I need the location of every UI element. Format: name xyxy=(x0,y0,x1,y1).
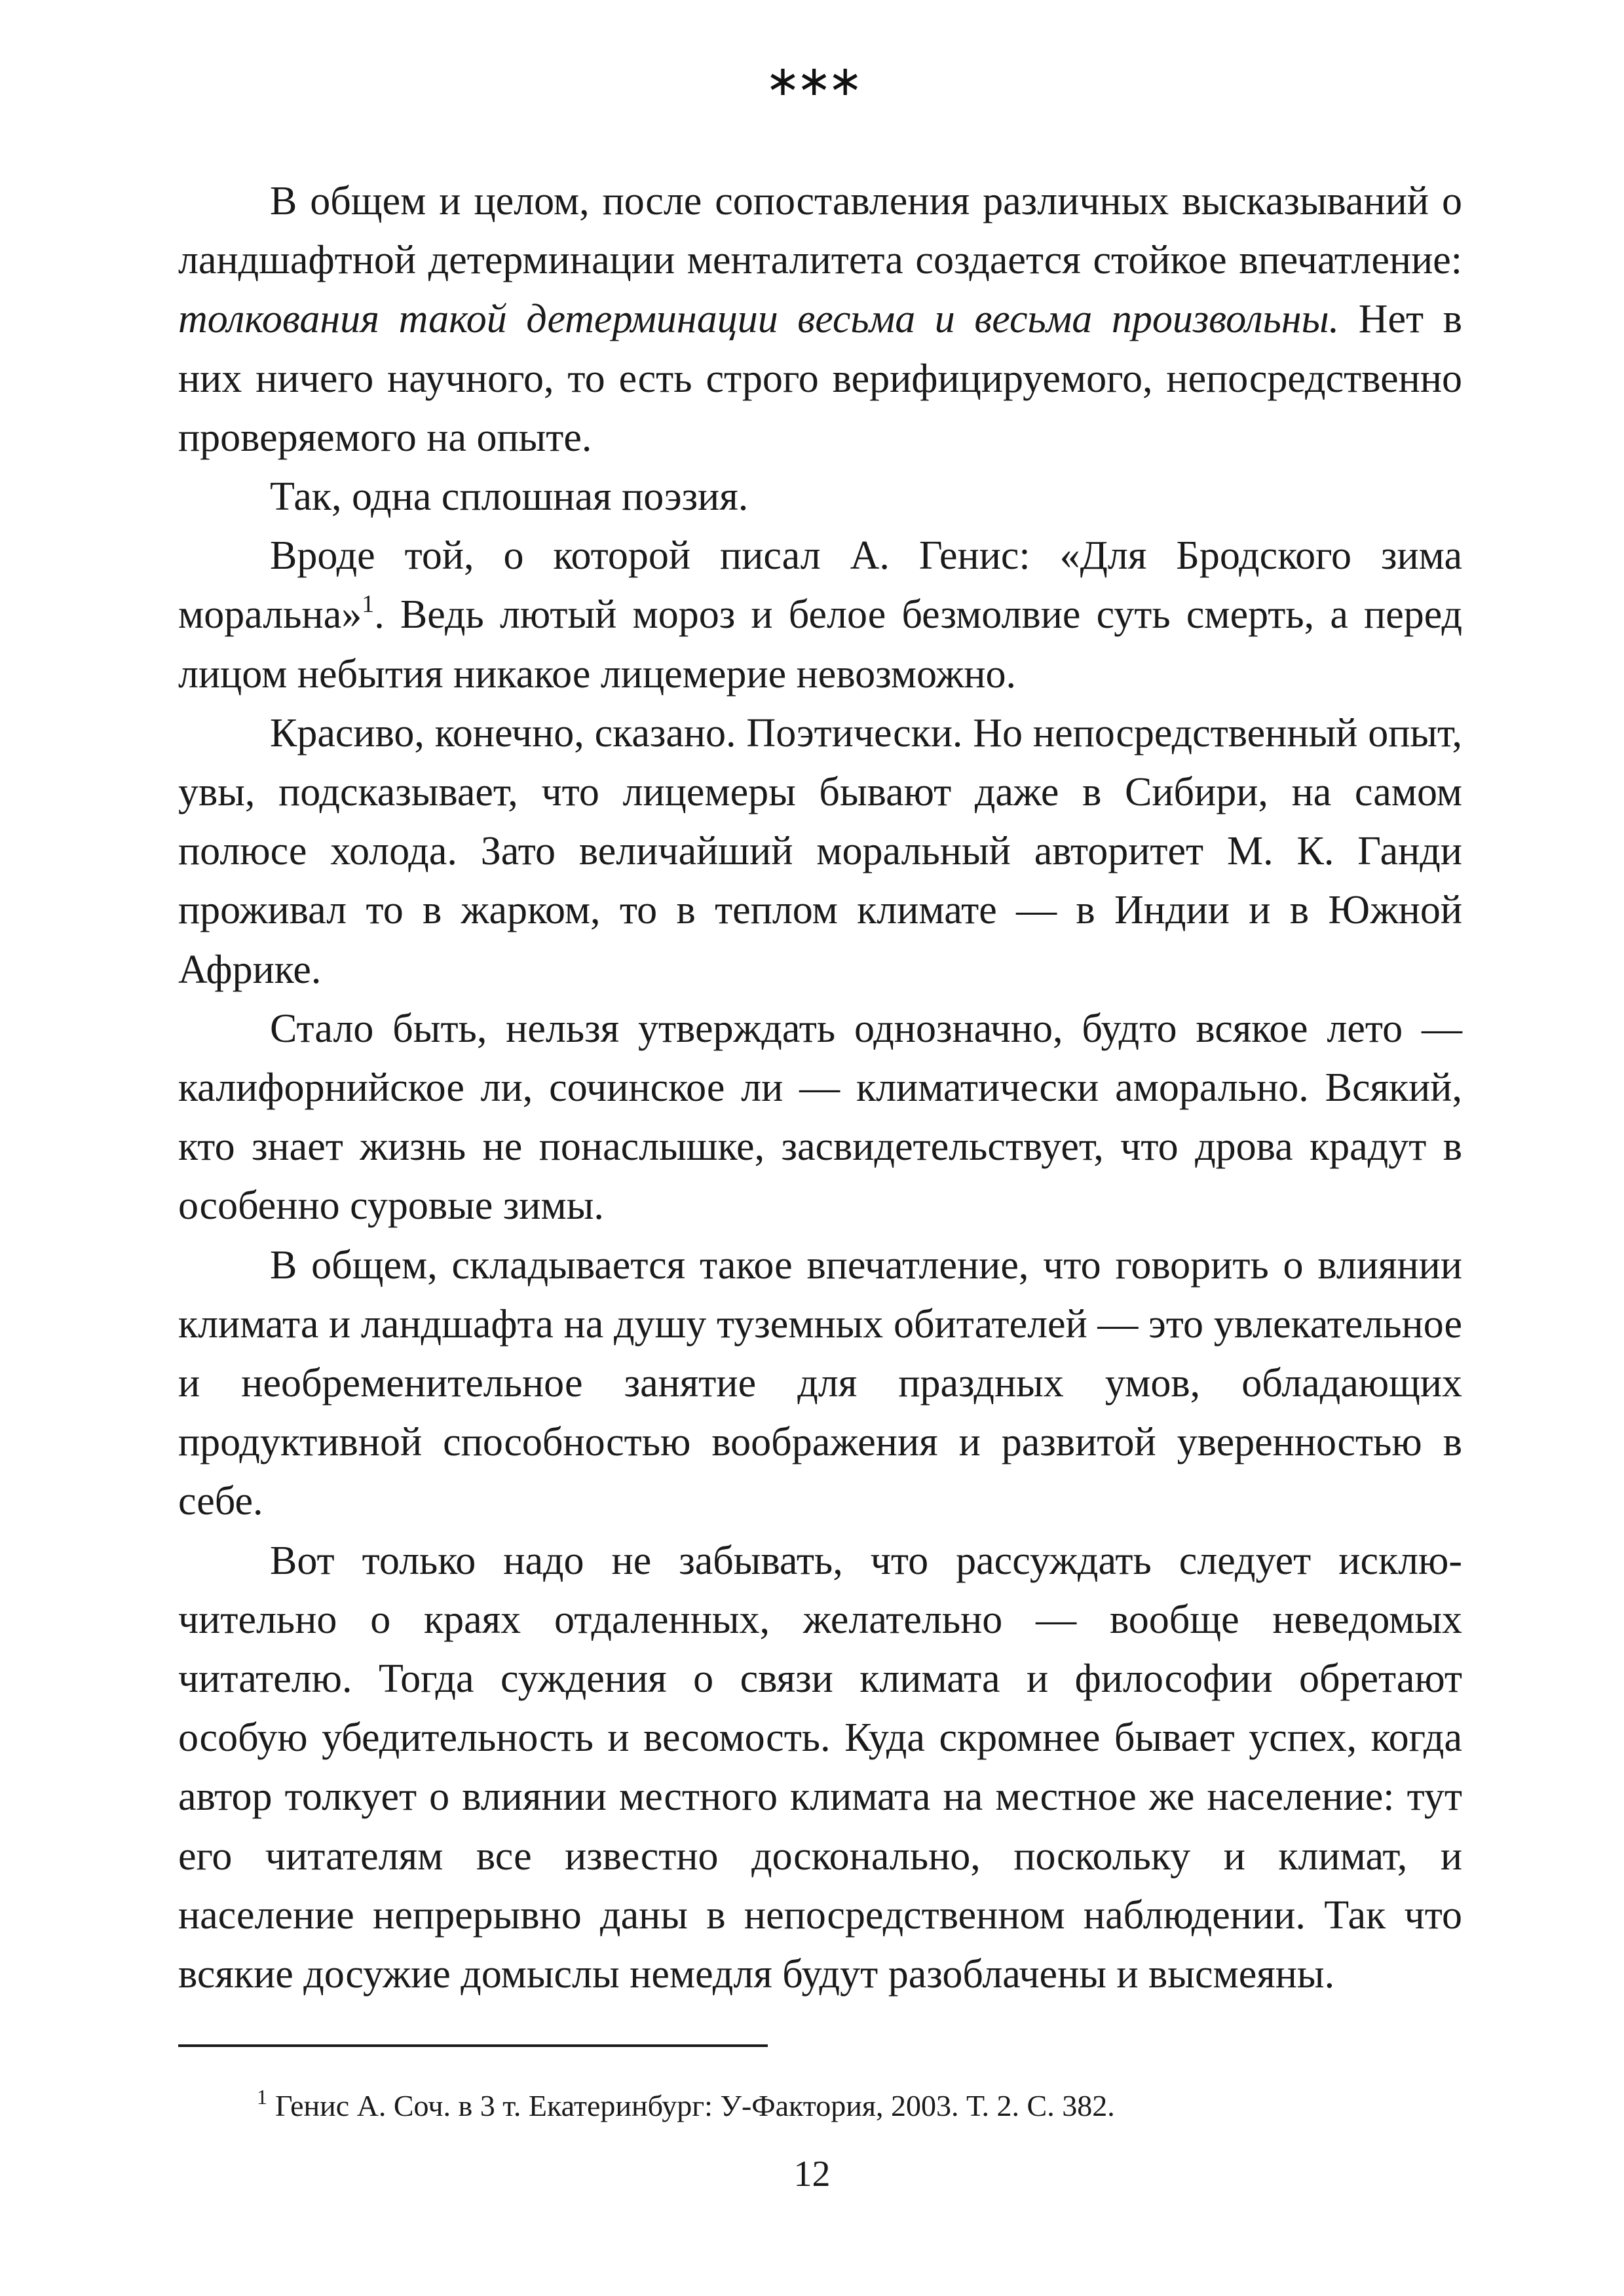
footnote xyxy=(257,2086,1462,2126)
page-number: 12 xyxy=(793,2154,831,2194)
paragraph xyxy=(178,526,1462,704)
paragraph: Красиво, конечно, сказано. Поэтически. Но непосредственный опыт, увы, подсказывает, что лицемеры бывают даже в Сибири, на самом полюсе холода. Зато величайший моральный авторитет М. К. Ганди проживал то в жарком, то в теплом климате — в Индии и в Южной Африке. xyxy=(178,710,1462,992)
paragraph-text: Вроде той, о которой писал А. Генис: «Для Бродского зима моральна» xyxy=(178,533,1462,638)
body-text xyxy=(178,172,1462,2004)
paragraph-text: . Ведь лютый мороз и белое безмолвие суть смерть, а перед лицом небытия никакое лицемерие невозможно. xyxy=(178,592,1462,697)
section-separator: ∗∗∗ xyxy=(765,57,859,105)
footnote-mark: 1 xyxy=(257,2085,267,2109)
emphasis-text: толкования такой детерминации весьма и весьма произвольны. xyxy=(178,297,1340,342)
paragraph xyxy=(178,172,1462,467)
paragraph: Так, одна сплошная поэзия. xyxy=(270,474,749,520)
paragraph-text: В общем и целом, после сопоставления различных высказываний о ландшафтной детерминации менталитета создается стойкое впечатление: xyxy=(178,179,1462,283)
footnote-reference[interactable]: 1 xyxy=(362,590,375,619)
footnote-text: Генис А. Соч. в 3 т. Екатеринбург: У-Фактория, 2003. Т. 2. С. 382. xyxy=(275,2089,1115,2122)
paragraph: Вот только надо не забывать, что рассуждать следует исключительно о краях отдаленных, желательно — вообще неведомых читателю. Тогда суждения о связи климата и философии обретают особую убедительность и весомость. Куда скромнее бывает успех, когда автор толкует о влиянии местного климата на местное же население: тут его читателям все известно досконально, поскольку и климат, и население непрерывно даны в непосредственном наблюдении. Так что всякие досужие домыслы немедля будут разоблачены и высмеяны. xyxy=(178,1538,1462,1997)
paragraph-text: Нет в них ничего научного, то есть строго верифицируемого, непосредственно проверяемого на опыте. xyxy=(178,297,1462,460)
footnote-divider xyxy=(178,2044,768,2047)
paragraph: Стало быть, нельзя утверждать однозначно, будто всякое лето — калифорнийское ли, сочинское ли — климатически аморально. Всякий, кто знает жизнь не понаслышке, засвидетельствует, что дрова крадут в особенно суровые зимы. xyxy=(178,1006,1462,1229)
paragraph: В общем, складывается такое впечатление, что говорить о влиянии климата и ландшафта на душу туземных обитателей — это увлекательное и необременительное занятие для праздных умов, обладающих продуктивной способностью воображения и развитой уверенностью в себе. xyxy=(178,1242,1462,1524)
